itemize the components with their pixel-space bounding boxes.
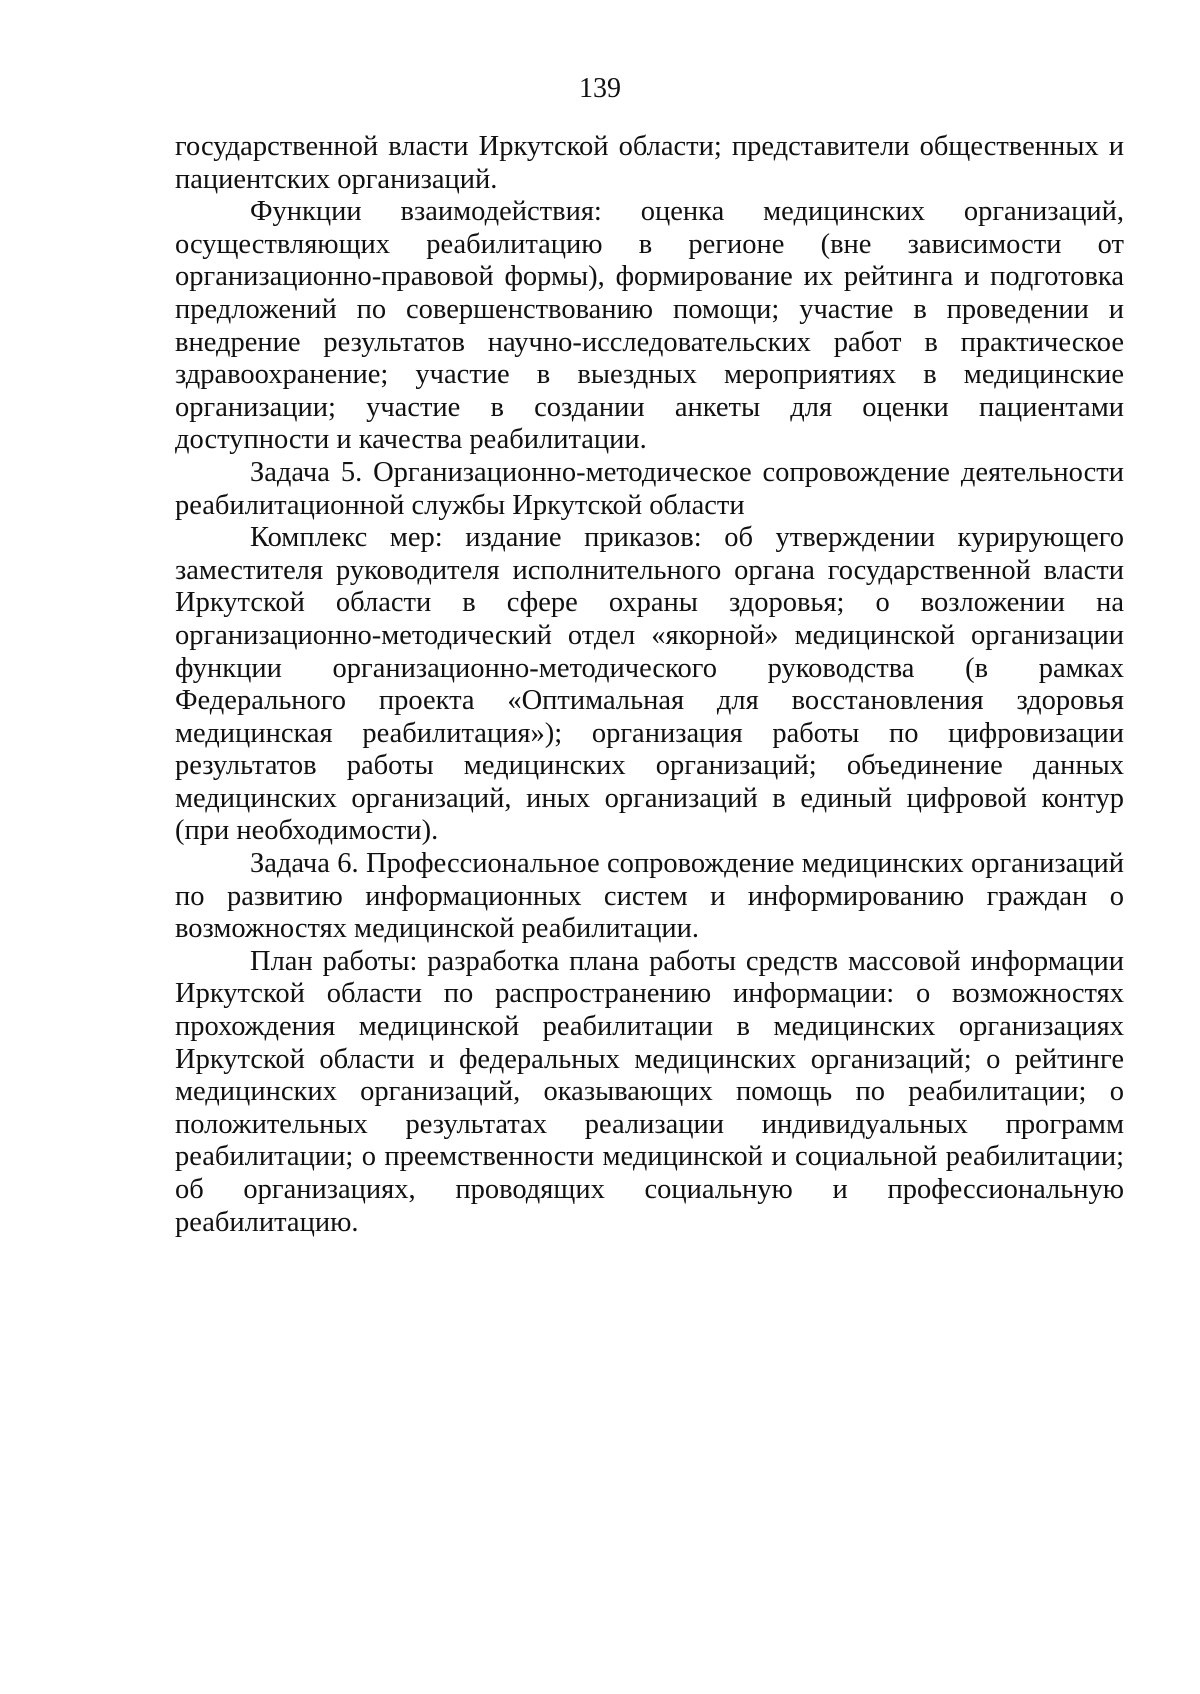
paragraph-task-6: Задача 6. Профессиональное сопровождение медицинских организаций по развитию информационных систем и информированию граждан о возможностях медицинской реабилитации. [175, 848, 1124, 945]
page-number: 139 [579, 73, 621, 104]
paragraph-continuation: государственной власти Иркутской области; представители общественных и пациентских организаций. [175, 131, 1124, 195]
paragraph-work-plan: План работы: разработка плана работы средств массовой информации Иркутской области по распространению информации: о возможностях прохождения медицинской реабилитации в медицинских организациях Иркутской области и федеральных медицинских организаций; о рейтинге медицинских организаций, оказывающих помощь по реабилитации; о положительных результатах реализации индивидуальных программ реабилитации; о преемственности медицинской и социальной реабилитации; об организациях, проводящих социальную и профессиональную реабилитацию. [175, 945, 1124, 1238]
paragraph-task-5: Задача 5. Организационно-методическое сопровождение деятельности реабилитационной службы Иркутской области [175, 456, 1124, 521]
paragraph-interaction-functions: Функции взаимодействия: оценка медицинских организаций, осуществляющих реабилитацию в регионе (вне зависимости от организационно-правовой формы), формирование их рейтинга и подготовка предложений по совершенствованию помощи; участие в проведении и внедрение результатов научно-исследовательских работ в практическое здравоохранение; участие в выездных мероприятиях в медицинские организации; участие в создании анкеты для оценки пациентами доступности и качества реабилитации. [175, 196, 1124, 456]
paragraph-measures: Комплекс мер: издание приказов: об утверждении курирующего заместителя руководителя исполнительного органа государственной власти Иркутской области в сфере охраны здоровья; о возложении на организационно-методический отдел «якорной» медицинской организации функции организационно-методического руководства (в рамках Федерального проекта «Оптимальная для восстановления здоровья медицинская реабилитация»); организация работы по цифровизации результатов работы медицинских организаций; объединение данных медицинских организаций, иных организаций в единый цифровой контур (при необходимости). [175, 522, 1124, 847]
document-body [175, 131, 1124, 1239]
